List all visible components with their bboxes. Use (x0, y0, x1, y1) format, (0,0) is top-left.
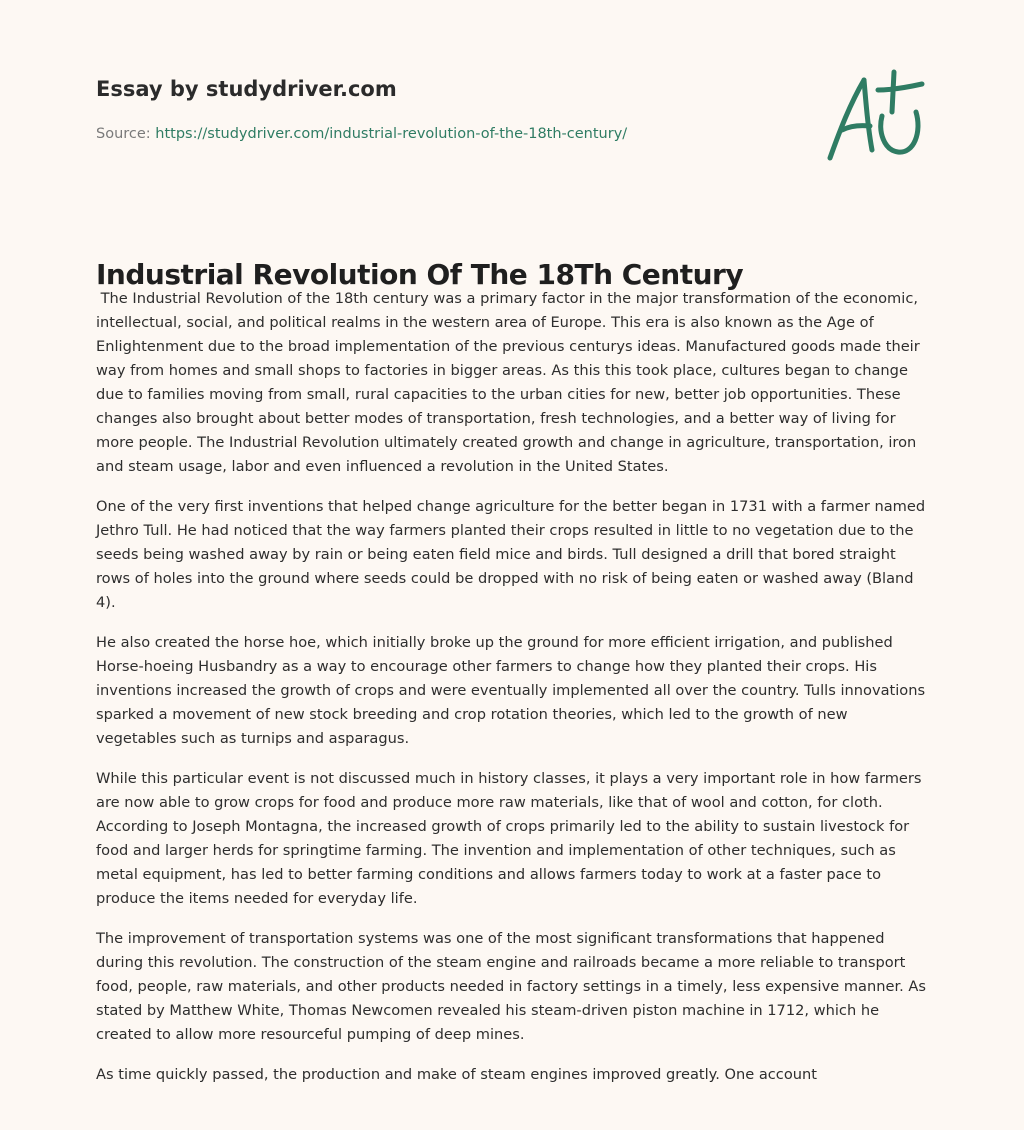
header (96, 74, 796, 144)
source-link[interactable]: https://studydriver.com/industrial-revolution-of-the-18th-century/ (155, 126, 628, 142)
essay-title: Industrial Revolution Of The 18Th Century (96, 258, 744, 291)
essay-paragraph: As time quickly passed, the production and make of steam engines improved greatly. One account (96, 1066, 817, 1083)
site-brand: Essay by studydriver.com (96, 77, 397, 101)
essay-body (96, 287, 928, 1103)
essay-paragraph: The Industrial Revolution of the 18th century was a primary factor in the major transformation of the economic, intellectual, social, and political realms in the western area of Europe. This era is also known as the Age of Enlightenment due to the broad implementation of the previous centurys ideas. Manufactured goods made their way from homes and small shops to factories in bigger areas. As this this took place, cultures began to change due to families moving from small, rural capacities to the urban cities for new, better job opportunities. These changes also brought about better modes of transportation, fresh technologies, and a better way of living for more people. The Industrial Revolution ultimately created growth and change in agriculture, transportation, iron and steam usage, labor and even influenced a revolution in the United States. (96, 290, 925, 475)
source-label: Source: (96, 126, 151, 142)
a-plus-grade-logo-icon (820, 68, 930, 168)
essay-paragraph: One of the very first inventions that helped change agriculture for the better began in 1731 with a farmer named Jethro Tull. He had noticed that the way farmers planted their crops resulted in little to no vegetation due to the seeds being washed away by rain or being eaten field mice and birds. Tull designed a drill that bored straight rows of holes into the ground where seeds could be dropped with no risk of being eaten or washed away (Bland 4). (96, 498, 926, 611)
essay-paragraph: The improvement of transportation systems was one of the most significant transformations that happened during this revolution. The construction of the steam engine and railroads became a more reliable to transport food, people, raw materials, and other products needed in factory settings in a timely, less expensive manner. As stated by Matthew White, Thomas Newcomen revealed his steam-driven piston machine in 1712, which he created to allow more resourceful pumping of deep mines. (96, 930, 927, 1043)
essay-paragraph: He also created the horse hoe, which initially broke up the ground for more efficient irrigation, and published Horse-hoeing Husbandry as a way to encourage other farmers to change how they planted their crops. His inventions increased the growth of crops and were eventually implemented all over the country. Tulls innovations sparked a movement of new stock breeding and crop rotation theories, which led to the growth of new vegetables such as turnips and asparagus. (96, 634, 926, 747)
essay-paragraph: While this particular event is not discussed much in history classes, it plays a very important role in how farmers are now able to grow crops for food and produce more raw materials, like that of wool and cotton, for cloth. According to Joseph Montagna, the increased growth of crops primarily led to the ability to sustain livestock for food and larger herds for springtime farming. The invention and implementation of other techniques, such as metal equipment, has led to better farming conditions and allows farmers today to work at a faster pace to produce the items needed for everyday life. (96, 770, 922, 907)
source-line (96, 124, 796, 144)
